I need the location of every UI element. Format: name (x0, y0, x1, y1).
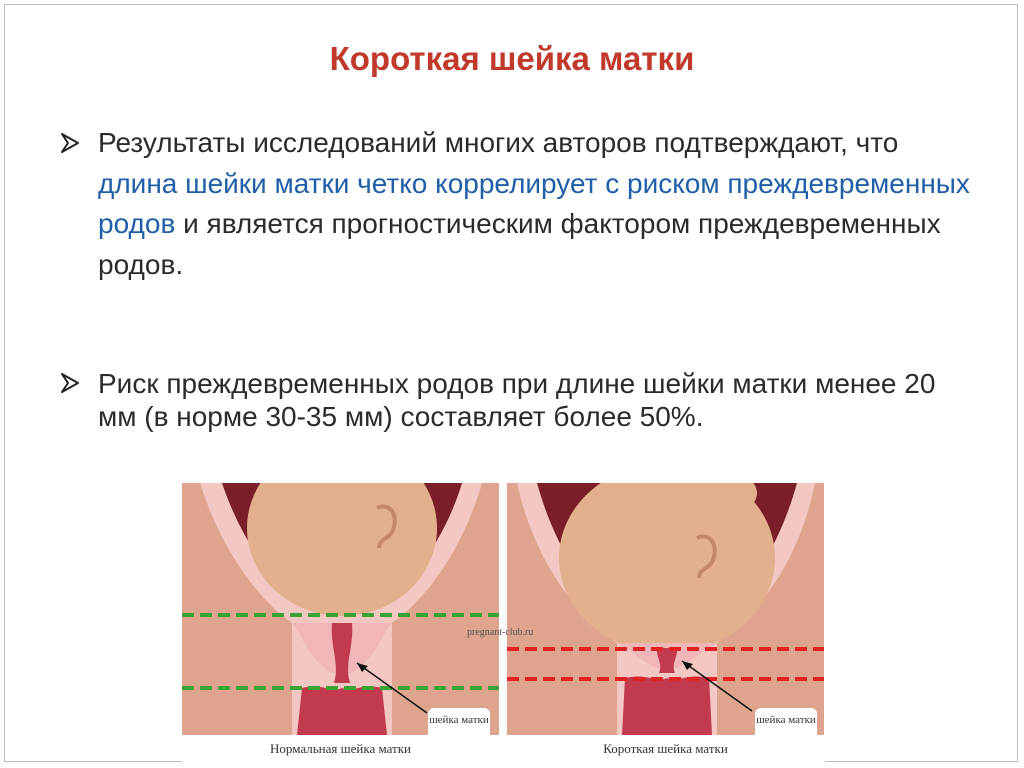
slide-title: Короткая шейка матки (329, 40, 695, 77)
short-cervix-caption: Короткая шейка матки (603, 741, 728, 756)
bullet-text-2: Риск преждевременных родов при длине шейки матки менее 20 мм (в норме 30-35 мм) составляет более 50%. (98, 368, 936, 432)
cervix-label-right: шейка матки (755, 708, 817, 748)
arrow-bullet-icon (58, 372, 82, 394)
bullet-text-plain: Результаты исследований многих авторов подтверждают, что (98, 127, 899, 158)
cervix-label-left: шейка матки (428, 708, 490, 748)
normal-cervix-illustration (182, 483, 499, 735)
short-cervix-illustration (507, 483, 824, 735)
normal-cervix-caption: Нормальная шейка матки (270, 741, 411, 756)
bullet-text-plain-end: и является прогностическим фактором преждевременных родов. (98, 208, 941, 280)
arrow-bullet-icon (58, 132, 82, 154)
bullet-item-2 (58, 367, 978, 433)
bullet-text-highlight: длина шейки матки четко коррелирует с риском преждевременных родов (98, 167, 970, 239)
watermark-text: pregnant-club.ru (467, 627, 534, 638)
bullet-text-1 (98, 123, 978, 285)
bullet-item-1 (58, 123, 978, 285)
cervix-comparison-figure (182, 483, 825, 763)
